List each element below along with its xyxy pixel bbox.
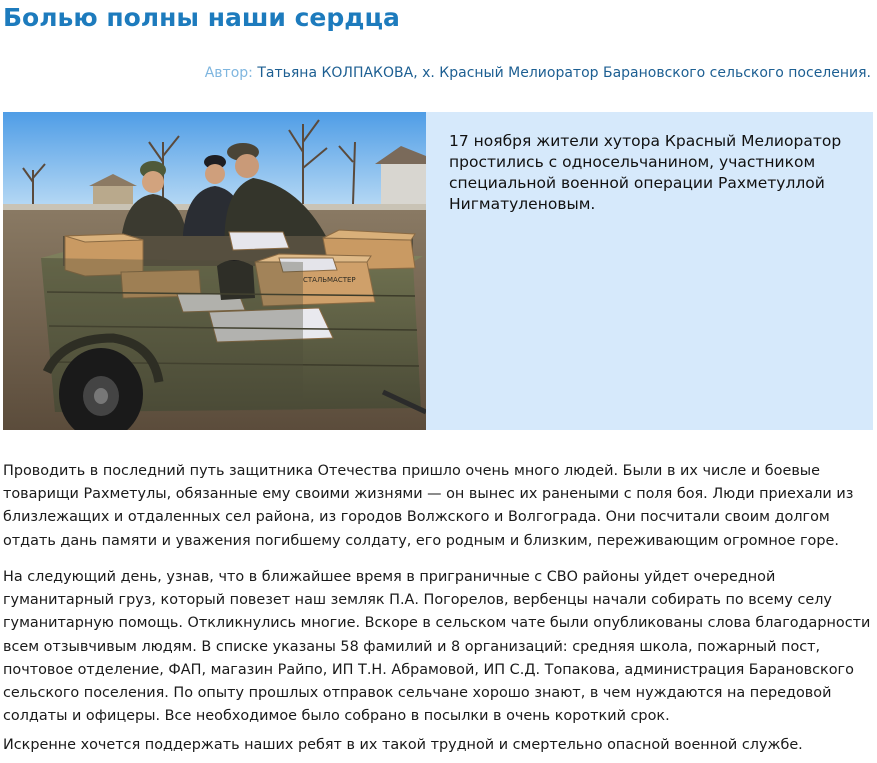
lead-block [3,112,873,430]
lead-text: 17 ноября жители хутора Красный Мелиоратор простились с односельчанином, участником специальной военной операции Рахметуллой Нигматуленовым. [449,132,842,213]
author-label: Автор: [204,65,258,81]
author-name[interactable]: Татьяна КОЛПАКОВА, х. Красный Мелиоратор Барановского сельского поселения. [257,65,871,81]
box-label: СТАЛЬМАСТЕР [303,276,356,284]
article-photo [3,112,426,430]
body-paragraph-1: Проводить в последний путь защитника Отечества пришло очень много людей. Были в их числе и боевые товарищи Рахметулы, обязанные ему своими жизнями — он вынес их ранеными с поля боя. Люди приехали из близлежащих и отдаленных сел района, из городов Волжского и Волгограда. Они посчитали своим долгом отдать дань памяти и уважения погибшему солдату, его родным и близким, переживающим огромное горе. [3,463,854,549]
article-title: Болью полны наши сердца [3,3,400,32]
author-line [205,63,871,83]
body-paragraph-3: Искренне хочется поддержать наших ребят в их такой трудной и смертельно опасной военной службе. [3,737,803,753]
body-paragraph-2: На следующий день, узнав, что в ближайшее время в приграничные с СВО районы уйдет очередной гуманитарный груз, который повезет наш земляк П.А. Погорелов, вербенцы начали собирать по всему селу гуманитарную помощь. Откликнулись многие. Вскоре в сельском чате были опубликованы слова благодарности всем отзывчивым людям. В списке указаны 58 фамилий и 8 организаций: средняя школа, пожарный пост, почтовое отделение, ФАП, магазин Райпо, ИП Т.Н. Абрамовой, ИП С.Д. Топакова, администрация Барановского сельского поселения. По опыту прошлых отправок сельчане хорошо знают, в чем нуждаются на передовой солдаты и офицеры. Все необходимое было собрано в посылки в очень короткий срок. [3,569,871,725]
photo-illustration [3,112,426,430]
